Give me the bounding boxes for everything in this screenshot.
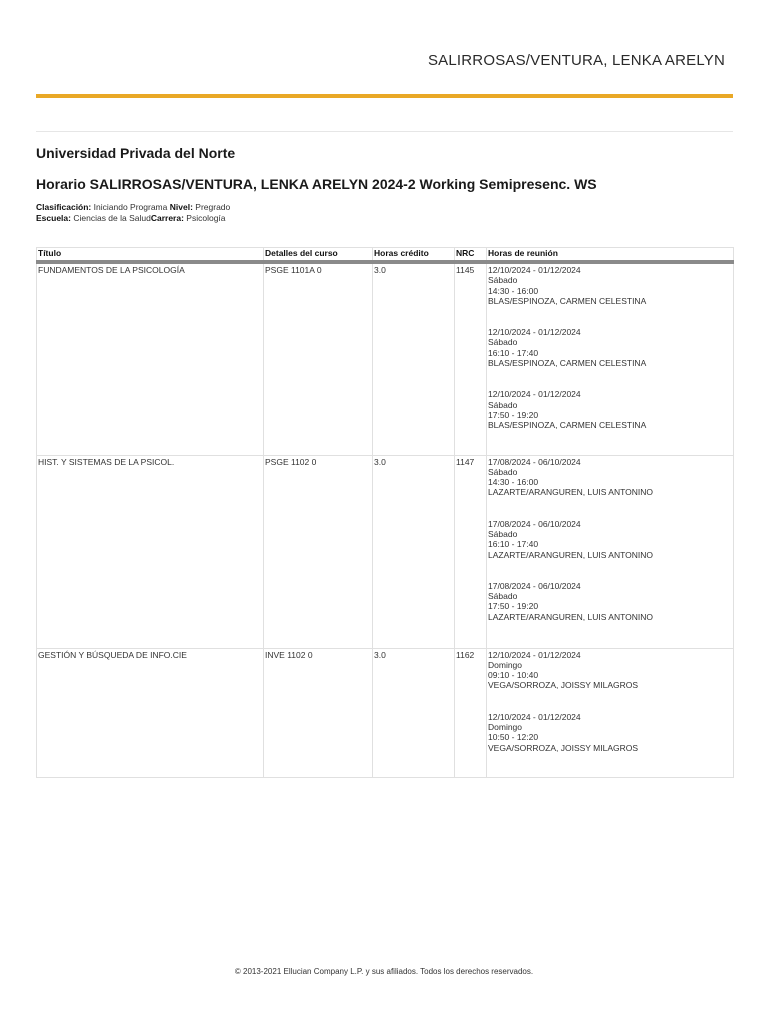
classification-value: Iniciando Programa — [93, 202, 168, 212]
meeting-day: Sábado — [488, 275, 518, 286]
column-header-meeting-times[interactable]: Horas de reunión — [487, 248, 734, 263]
meeting-block — [488, 457, 732, 498]
schedule-title: Horario SALIRROSAS/VENTURA, LENKA ARELYN 2024-2 Working Semipresenc. WS — [36, 176, 597, 192]
classification-label: Clasificación: — [36, 202, 92, 212]
meeting-instructor: LAZARTE/ARANGUREN, LUIS ANTONINO — [488, 487, 653, 498]
column-header-details[interactable]: Detalles del curso — [264, 248, 373, 263]
meeting-instructor: BLAS/ESPINOZA, CARMEN CELESTINA — [488, 295, 647, 306]
meeting-dates: 17/08/2024 - 06/10/2024 — [488, 580, 581, 591]
meeting-dates: 12/10/2024 - 01/12/2024 — [488, 327, 581, 338]
meeting-time: 16:10 - 17:40 — [488, 539, 539, 550]
level-label: Nivel: — [169, 202, 193, 212]
meeting-block — [488, 265, 732, 306]
course-title: HIST. Y SISTEMAS DE LA PSICOL. — [37, 455, 264, 648]
meeting-block — [488, 519, 732, 560]
meeting-instructor: BLAS/ESPINOZA, CARMEN CELESTINA — [488, 358, 647, 369]
meeting-time: 14:30 - 16:00 — [488, 285, 539, 296]
meeting-day: Sábado — [488, 591, 518, 602]
meeting-block — [488, 712, 732, 753]
meeting-instructor: LAZARTE/ARANGUREN, LUIS ANTONINO — [488, 549, 653, 560]
meeting-time: 17:50 - 19:20 — [488, 409, 539, 420]
column-header-nrc[interactable]: NRC — [455, 248, 487, 263]
nrc: 1145 — [455, 262, 487, 455]
meeting-day: Sábado — [488, 399, 518, 410]
column-header-credit-hours[interactable]: Horas crédito — [373, 248, 455, 263]
meeting-dates: 12/10/2024 - 01/12/2024 — [488, 389, 581, 400]
meeting-instructor: VEGA/SORROZA, JOISSY MILAGROS — [488, 680, 639, 691]
course-details: PSGE 1101A 0 — [264, 262, 373, 455]
nrc: 1147 — [455, 455, 487, 648]
institution-name: Universidad Privada del Norte — [36, 145, 236, 161]
divider — [36, 131, 733, 132]
page-header — [36, 0, 733, 98]
meeting-block — [488, 389, 732, 430]
meeting-times — [487, 262, 734, 455]
credit-hours: 3.0 — [373, 455, 455, 648]
meeting-day: Domingo — [488, 659, 523, 670]
meeting-times — [487, 455, 734, 648]
career-label: Carrera: — [150, 213, 184, 223]
meeting-dates: 17/08/2024 - 06/10/2024 — [488, 456, 581, 467]
school-line — [36, 213, 226, 223]
user-name[interactable]: SALIRROSAS/VENTURA, LENKA ARELYN — [427, 52, 725, 69]
meeting-instructor: LAZARTE/ARANGUREN, LUIS ANTONINO — [488, 611, 653, 622]
credit-hours: 3.0 — [373, 648, 455, 777]
meeting-day: Domingo — [488, 721, 523, 732]
table-row — [37, 455, 734, 648]
course-details: PSGE 1102 0 — [264, 455, 373, 648]
meeting-dates: 12/10/2024 - 01/12/2024 — [488, 711, 581, 722]
meeting-time: 10:50 - 12:20 — [488, 732, 539, 743]
meeting-instructor: VEGA/SORROZA, JOISSY MILAGROS — [488, 742, 639, 753]
course-details: INVE 1102 0 — [264, 648, 373, 777]
table-row — [37, 648, 734, 777]
meeting-dates: 17/08/2024 - 06/10/2024 — [488, 518, 581, 529]
credit-hours: 3.0 — [373, 262, 455, 455]
course-title: FUNDAMENTOS DE LA PSICOLOGÍA — [37, 262, 264, 455]
schedule-table — [36, 247, 734, 778]
classification-line — [36, 202, 230, 212]
meeting-time: 16:10 - 17:40 — [488, 347, 539, 358]
table-row — [37, 262, 734, 455]
meeting-day: Sábado — [488, 528, 518, 539]
copyright-footer: © 2013-2021 Ellucian Company L.P. y sus afiliados. Todos los derechos reservados. — [234, 967, 534, 976]
meeting-day: Sábado — [488, 337, 518, 348]
meeting-times — [487, 648, 734, 777]
course-title: GESTIÓN Y BÚSQUEDA DE INFO.CIE — [37, 648, 264, 777]
meeting-dates: 12/10/2024 - 01/12/2024 — [488, 649, 581, 660]
meeting-dates: 12/10/2024 - 01/12/2024 — [488, 265, 581, 275]
table-header-row — [37, 248, 734, 263]
meeting-block — [488, 650, 732, 691]
nrc: 1162 — [455, 648, 487, 777]
school-value: Ciencias de la Salud — [73, 213, 151, 223]
meeting-time: 09:10 - 10:40 — [488, 670, 539, 681]
meeting-block — [488, 327, 732, 368]
school-label: Escuela: — [36, 213, 71, 223]
meeting-day: Sábado — [488, 466, 518, 477]
column-header-title[interactable]: Título — [37, 248, 264, 263]
level-value: Pregrado — [195, 202, 231, 212]
meeting-block — [488, 581, 732, 622]
meeting-instructor: BLAS/ESPINOZA, CARMEN CELESTINA — [488, 420, 647, 431]
meeting-time: 17:50 - 19:20 — [488, 601, 539, 612]
meeting-time: 14:30 - 16:00 — [488, 477, 539, 488]
career-value: Psicología — [186, 213, 226, 223]
